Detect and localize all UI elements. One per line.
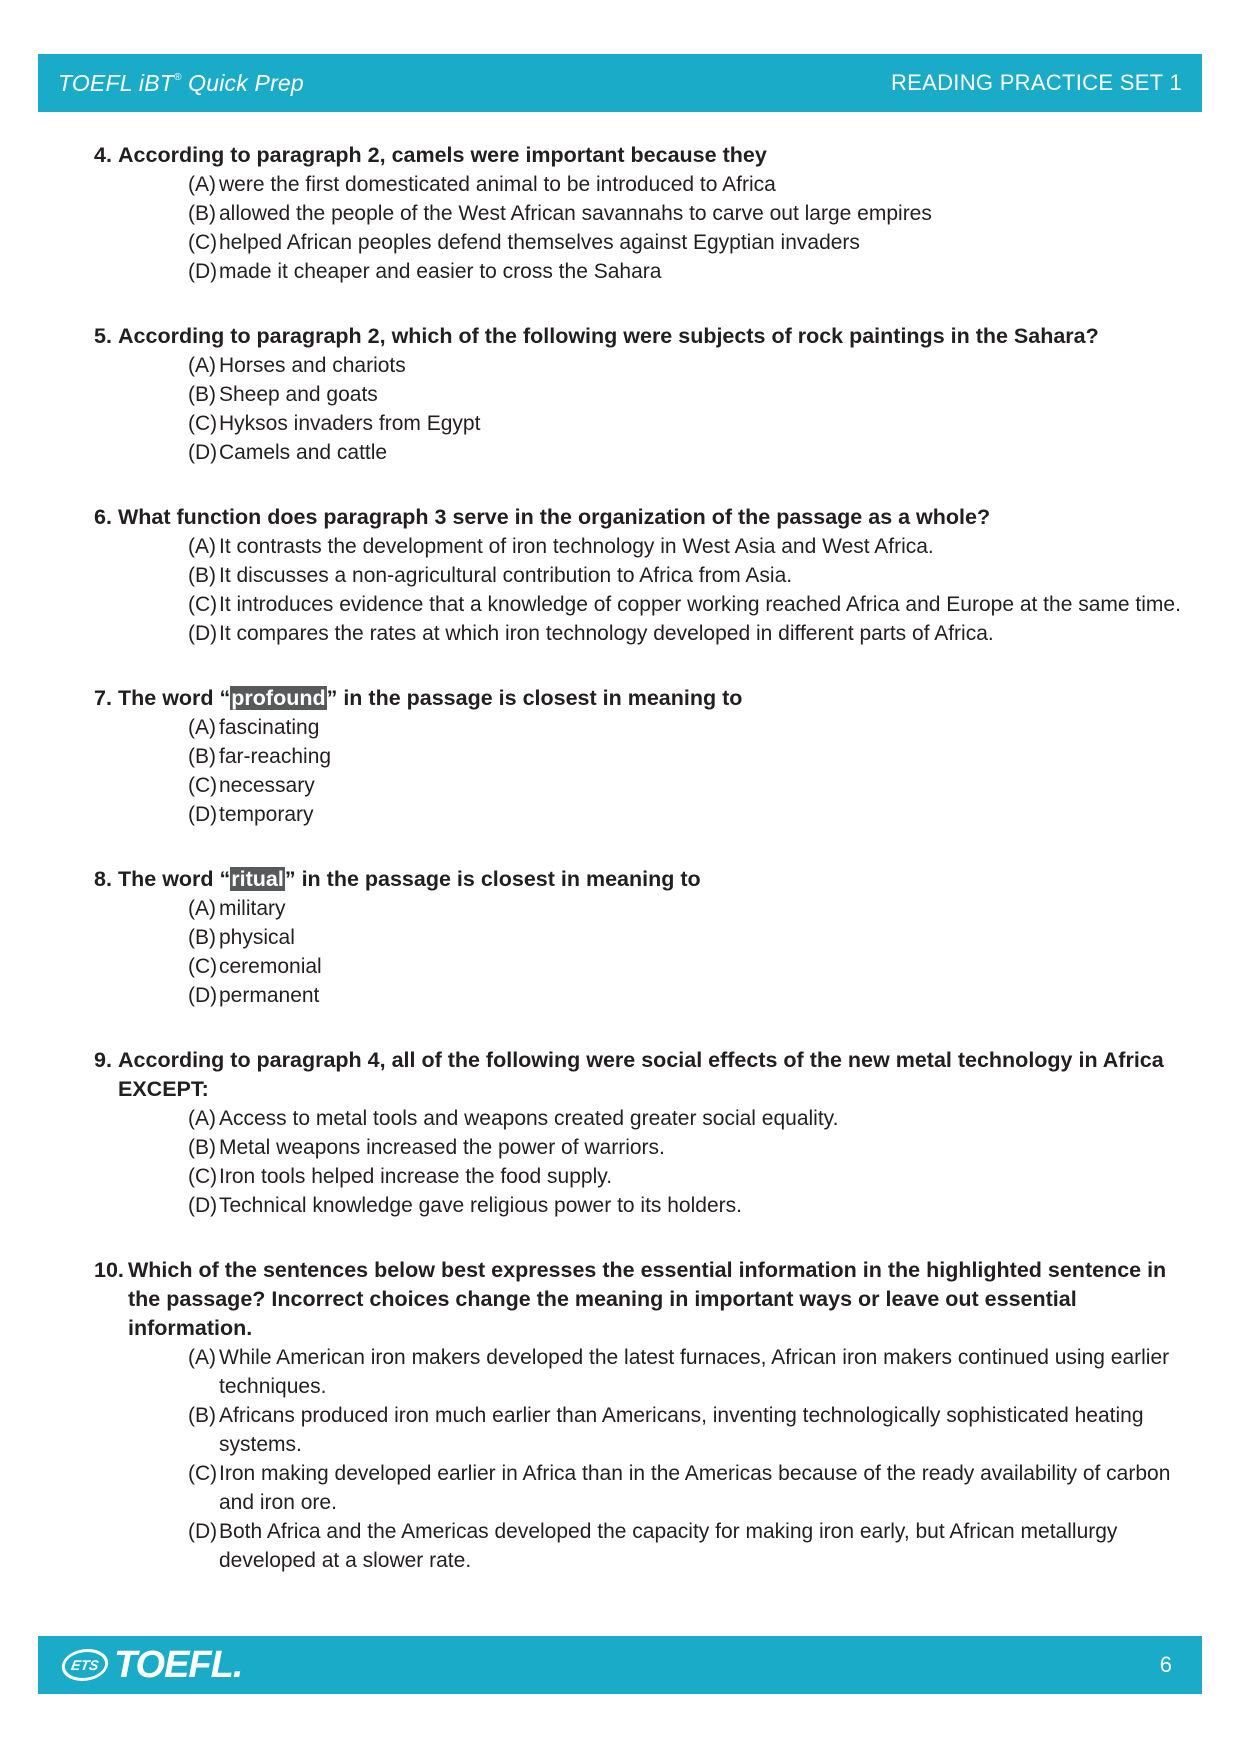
question-text-part: ” in the passage is closest in meaning to [326, 686, 743, 710]
answer-options [188, 351, 1184, 467]
option-text: Sheep and goats [219, 383, 378, 406]
option-letter: (B) [188, 202, 216, 225]
question-text [114, 503, 1184, 532]
question-number: 8. [94, 867, 112, 891]
option-text: Camels and cattle [219, 441, 388, 464]
question-5 [94, 322, 1184, 467]
question-stem [94, 684, 1184, 713]
question-9 [94, 1046, 1184, 1220]
option-letter: (A) [188, 354, 216, 377]
option-letter: (A) [188, 716, 216, 739]
toefl-logo [62, 1644, 242, 1687]
answer-option [188, 981, 1184, 1010]
question-text [114, 684, 1184, 713]
option-text: It discusses a non-agricultural contribution to Africa from Asia. [219, 564, 793, 587]
option-letter: (A) [188, 1107, 216, 1130]
question-number: 6. [94, 505, 112, 529]
answer-options [188, 1343, 1184, 1575]
option-letter: (B) [188, 564, 216, 587]
header-title-suffix: Quick Prep [181, 69, 304, 96]
option-letter: (D) [188, 803, 218, 826]
question-number: 5. [94, 324, 112, 348]
option-text: Africans produced iron much earlier than Americans, inventing technologically sophisticated heating systems. [219, 1404, 1144, 1456]
option-text: helped African peoples defend themselves against Egyptian invaders [219, 231, 860, 254]
question-10 [94, 1256, 1184, 1575]
option-text: far-reaching [219, 745, 332, 768]
answer-option [188, 409, 1184, 438]
option-letter: (D) [188, 1520, 218, 1543]
answer-option [188, 351, 1184, 380]
question-stem [94, 1046, 1184, 1104]
option-text: It compares the rates at which iron technology developed in different parts of Africa. [219, 622, 994, 645]
answer-option [188, 532, 1184, 561]
header-bar [38, 54, 1202, 112]
question-text-part: According to paragraph 2, which of the following were subjects of rock paintings in the Sahara? [118, 324, 1099, 348]
question-text-part: ” in the passage is closest in meaning to [284, 867, 701, 891]
page-number: 6 [1159, 1652, 1172, 1677]
option-text: permanent [219, 984, 320, 1007]
option-text: Iron tools helped increase the food supply. [219, 1165, 613, 1188]
option-letter: (B) [188, 383, 216, 406]
answer-option [188, 170, 1184, 199]
question-stem [94, 503, 1184, 532]
option-letter: (C) [188, 955, 218, 978]
option-text: temporary [219, 803, 314, 826]
option-letter: (C) [188, 774, 218, 797]
question-text [120, 1256, 1184, 1343]
answer-option [188, 952, 1184, 981]
answer-option [188, 1133, 1184, 1162]
section-title: READING PRACTICE SET 1 [890, 70, 1182, 95]
question-stem [94, 1256, 1184, 1343]
question-text-part: What function does paragraph 3 serve in the organization of the passage as a whole? [118, 505, 991, 529]
option-letter: (D) [188, 441, 218, 464]
option-text: Iron making developed earlier in Africa than in the Americas because of the ready availability of carbon and iron ore. [219, 1462, 1171, 1514]
answer-option [188, 590, 1184, 619]
question-number: 7. [94, 686, 112, 710]
question-text-part: The word “ [118, 686, 231, 710]
question-number: 4. [94, 143, 112, 167]
option-text: were the first domesticated animal to be introduced to Africa [219, 173, 776, 196]
question-7 [94, 684, 1184, 829]
answer-option [188, 1517, 1184, 1575]
answer-options [188, 713, 1184, 829]
highlighted-word: ritual [231, 867, 284, 891]
option-letter: (A) [188, 897, 216, 920]
option-text: physical [219, 926, 295, 949]
answer-option [188, 742, 1184, 771]
question-text-part: According to paragraph 4, all of the following were social effects of the new metal technology in Africa EXCEPT: [118, 1048, 1164, 1101]
footer-bar [38, 1636, 1202, 1694]
option-text: allowed the people of the West African savannahs to carve out large empires [219, 202, 932, 225]
option-letter: (A) [188, 535, 216, 558]
answer-option [188, 257, 1184, 286]
question-8 [94, 865, 1184, 1010]
option-text: necessary [219, 774, 315, 797]
option-letter: (D) [188, 622, 218, 645]
answer-options [188, 1104, 1184, 1220]
option-letter: (C) [188, 412, 218, 435]
option-text: Access to metal tools and weapons created greater social equality. [219, 1107, 839, 1130]
option-text: Both Africa and the Americas developed the capacity for making iron early, but African metallurgy developed at a slower rate. [219, 1520, 1118, 1572]
highlighted-word: profound [231, 686, 326, 710]
header-title [58, 70, 304, 97]
question-stem [94, 865, 1184, 894]
option-text: Technical knowledge gave religious power to its holders. [219, 1194, 742, 1217]
ets-logo-icon: ETS [59, 1649, 111, 1681]
option-text: military [219, 897, 286, 920]
question-stem [94, 322, 1184, 351]
answer-option [188, 800, 1184, 829]
option-text: Metal weapons increased the power of warriors. [219, 1136, 665, 1159]
answer-option [188, 199, 1184, 228]
question-number: 9. [94, 1048, 112, 1072]
option-letter: (A) [188, 173, 216, 196]
answer-option [188, 1459, 1184, 1517]
question-text-part: According to paragraph 2, camels were important because they [118, 143, 767, 167]
answer-option [188, 923, 1184, 952]
option-text: fascinating [219, 716, 320, 739]
option-letter: (C) [188, 1165, 218, 1188]
option-letter: (D) [188, 260, 218, 283]
question-text [114, 141, 1184, 170]
question-4 [94, 141, 1184, 286]
answer-option [188, 1162, 1184, 1191]
answer-option [188, 380, 1184, 409]
option-letter: (B) [188, 926, 216, 949]
option-text: It introduces evidence that a knowledge of copper working reached Africa and Europe at the same time. [219, 593, 1181, 616]
option-letter: (C) [188, 593, 218, 616]
question-text-part: The word “ [118, 867, 231, 891]
option-letter: (C) [188, 231, 218, 254]
question-text-part: Which of the sentences below best expresses the essential information in the highlighted sentence in the passage? Incorrect choices change the meaning in important ways or leave out essential information. [128, 1258, 1167, 1340]
option-text: made it cheaper and easier to cross the Sahara [219, 260, 662, 283]
option-letter: (D) [188, 984, 218, 1007]
option-text: Hyksos invaders from Egypt [219, 412, 481, 435]
answer-option [188, 771, 1184, 800]
questions-list [94, 141, 1184, 1611]
answer-option [188, 561, 1184, 590]
answer-options [188, 170, 1184, 286]
answer-option [188, 619, 1184, 648]
option-text: Horses and chariots [219, 354, 406, 377]
answer-option [188, 713, 1184, 742]
option-letter: (B) [188, 1404, 216, 1427]
question-number: 10. [94, 1258, 124, 1282]
toefl-wordmark: TOEFL. [114, 1643, 243, 1686]
option-letter: (C) [188, 1462, 218, 1485]
answer-option [188, 1343, 1184, 1401]
option-letter: (B) [188, 745, 216, 768]
answer-options [188, 894, 1184, 1010]
option-text: It contrasts the development of iron technology in West Asia and West Africa. [219, 535, 934, 558]
header-title-main: TOEFL iBT [58, 69, 174, 96]
option-letter: (D) [188, 1194, 218, 1217]
option-text: While American iron makers developed the latest furnaces, African iron makers continued using earlier techniques. [219, 1346, 1170, 1398]
question-text [114, 1046, 1184, 1104]
registered-mark: ® [173, 71, 182, 83]
answer-options [188, 532, 1184, 648]
answer-option [188, 438, 1184, 467]
question-text [114, 865, 1184, 894]
answer-option [188, 1104, 1184, 1133]
answer-option [188, 1191, 1184, 1220]
question-6 [94, 503, 1184, 648]
option-letter: (B) [188, 1136, 216, 1159]
option-text: ceremonial [219, 955, 322, 978]
answer-option [188, 228, 1184, 257]
answer-option [188, 1401, 1184, 1459]
answer-option [188, 894, 1184, 923]
option-letter: (A) [188, 1346, 216, 1369]
question-stem [94, 141, 1184, 170]
question-text [114, 322, 1184, 351]
